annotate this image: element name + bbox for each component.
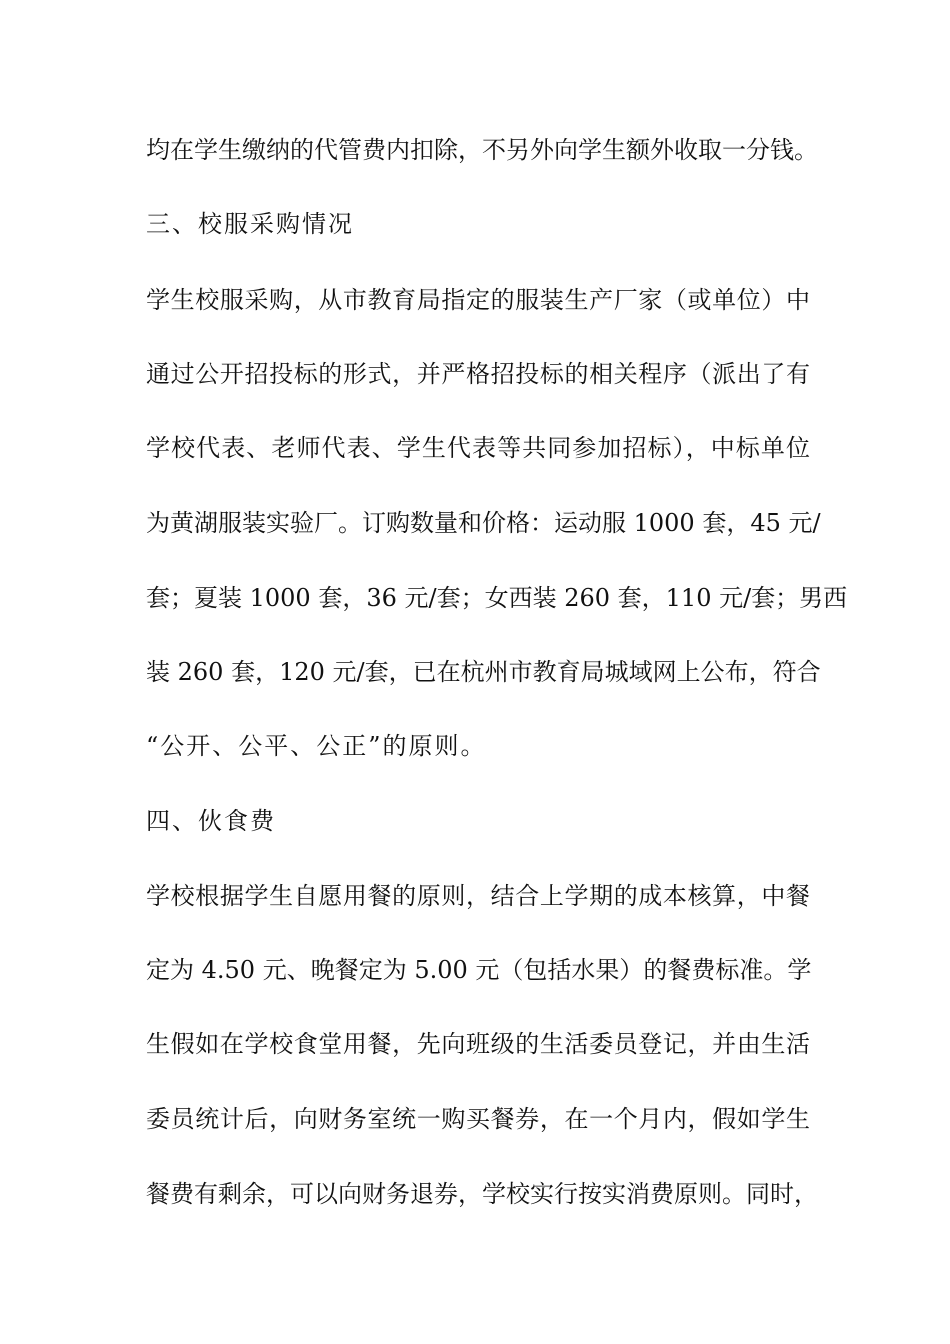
text-line: 学生校服采购，从市教育局指定的服装生产厂家（或单位）中 (146, 286, 810, 314)
text-line: 生假如在学校食堂用餐，先向班级的生活委员登记，并由生活 (146, 1030, 810, 1058)
text-line: 均在学生缴纳的代管费内扣除，不另外向学生额外收取一分钱。 (146, 136, 818, 164)
text-line: 学校根据学生自愿用餐的原则，结合上学期的成本核算，中餐 (146, 882, 810, 910)
text-line: “公开、公平、公正”的原则。 (146, 732, 487, 760)
text-line: 通过公开招投标的形式，并严格招投标的相关程序（派出了有 (146, 360, 810, 388)
text-line: 委员统计后，向财务室统一购买餐券，在一个月内，假如学生 (146, 1105, 810, 1133)
text-line: 套；夏装 1000 套，36 元/套；女西装 260 套，110 元/套；男西 (146, 584, 848, 612)
text-line: 餐费有剩余，可以向财务退券，学校实行按实消费原则。同时， (146, 1180, 818, 1208)
section-heading: 三、校服采购情况 (146, 210, 354, 238)
text-line: 装 260 套，120 元/套，已在杭州市教育局城域网上公布，符合 (146, 658, 821, 686)
section-heading: 四、伙食费 (146, 807, 276, 835)
text-line: 学校代表、老师代表、学生代表等共同参加招标），中标单位 (146, 434, 810, 462)
text-line: 为黄湖服装实验厂。订购数量和价格：运动服 1000 套，45 元/ (146, 509, 821, 537)
text-line: 定为 4.50 元、晚餐定为 5.00 元（包括水果）的餐费标准。学 (146, 956, 812, 984)
